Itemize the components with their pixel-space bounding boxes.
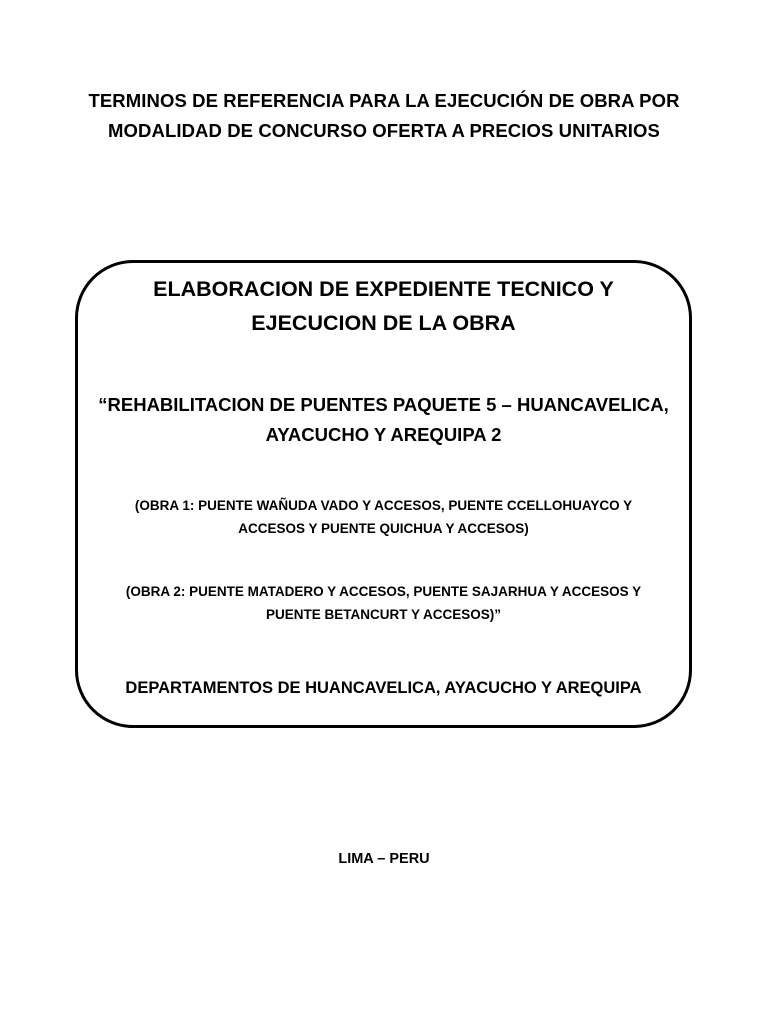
departments-text: DEPARTAMENTOS DE HUANCAVELICA, AYACUCHO Y AREQUIPA bbox=[125, 679, 642, 697]
obra-2-description bbox=[75, 580, 692, 626]
document-header-title bbox=[40, 86, 728, 146]
project-title-line-2: AYACUCHO Y AREQUIPA 2 bbox=[265, 424, 502, 445]
main-title bbox=[75, 272, 692, 340]
main-title-line-2: EJECUCION DE LA OBRA bbox=[251, 311, 516, 335]
project-title bbox=[75, 390, 692, 450]
header-title-line-2: MODALIDAD DE CONCURSO OFERTA A PRECIOS UNITARIOS bbox=[108, 120, 660, 141]
departments-line bbox=[75, 674, 692, 702]
obra-1-description bbox=[75, 494, 692, 540]
obra-1-line-2: ACCESOS Y PUENTE QUICHUA Y ACCESOS) bbox=[238, 521, 529, 536]
main-title-line-1: ELABORACION DE EXPEDIENTE TECNICO Y bbox=[153, 277, 614, 301]
obra-2-line-1: (OBRA 2: PUENTE MATADERO Y ACCESOS, PUENTE SAJARHUA Y ACCESOS Y bbox=[125, 584, 642, 599]
obra-1-line-1: (OBRA 1: PUENTE WAÑUDA VADO Y ACCESOS, PUENTE CCELLOHUAYCO Y bbox=[134, 498, 633, 513]
project-title-line-1: “REHABILITACION DE PUENTES PAQUETE 5 – HUANCAVELICA, bbox=[98, 394, 669, 415]
header-title-line-1: TERMINOS DE REFERENCIA PARA LA EJECUCIÓN DE OBRA POR bbox=[88, 90, 680, 111]
obra-2-line-2: PUENTE BETANCURT Y ACCESOS)” bbox=[265, 607, 502, 622]
place-footer: LIMA – PERU bbox=[338, 851, 430, 867]
